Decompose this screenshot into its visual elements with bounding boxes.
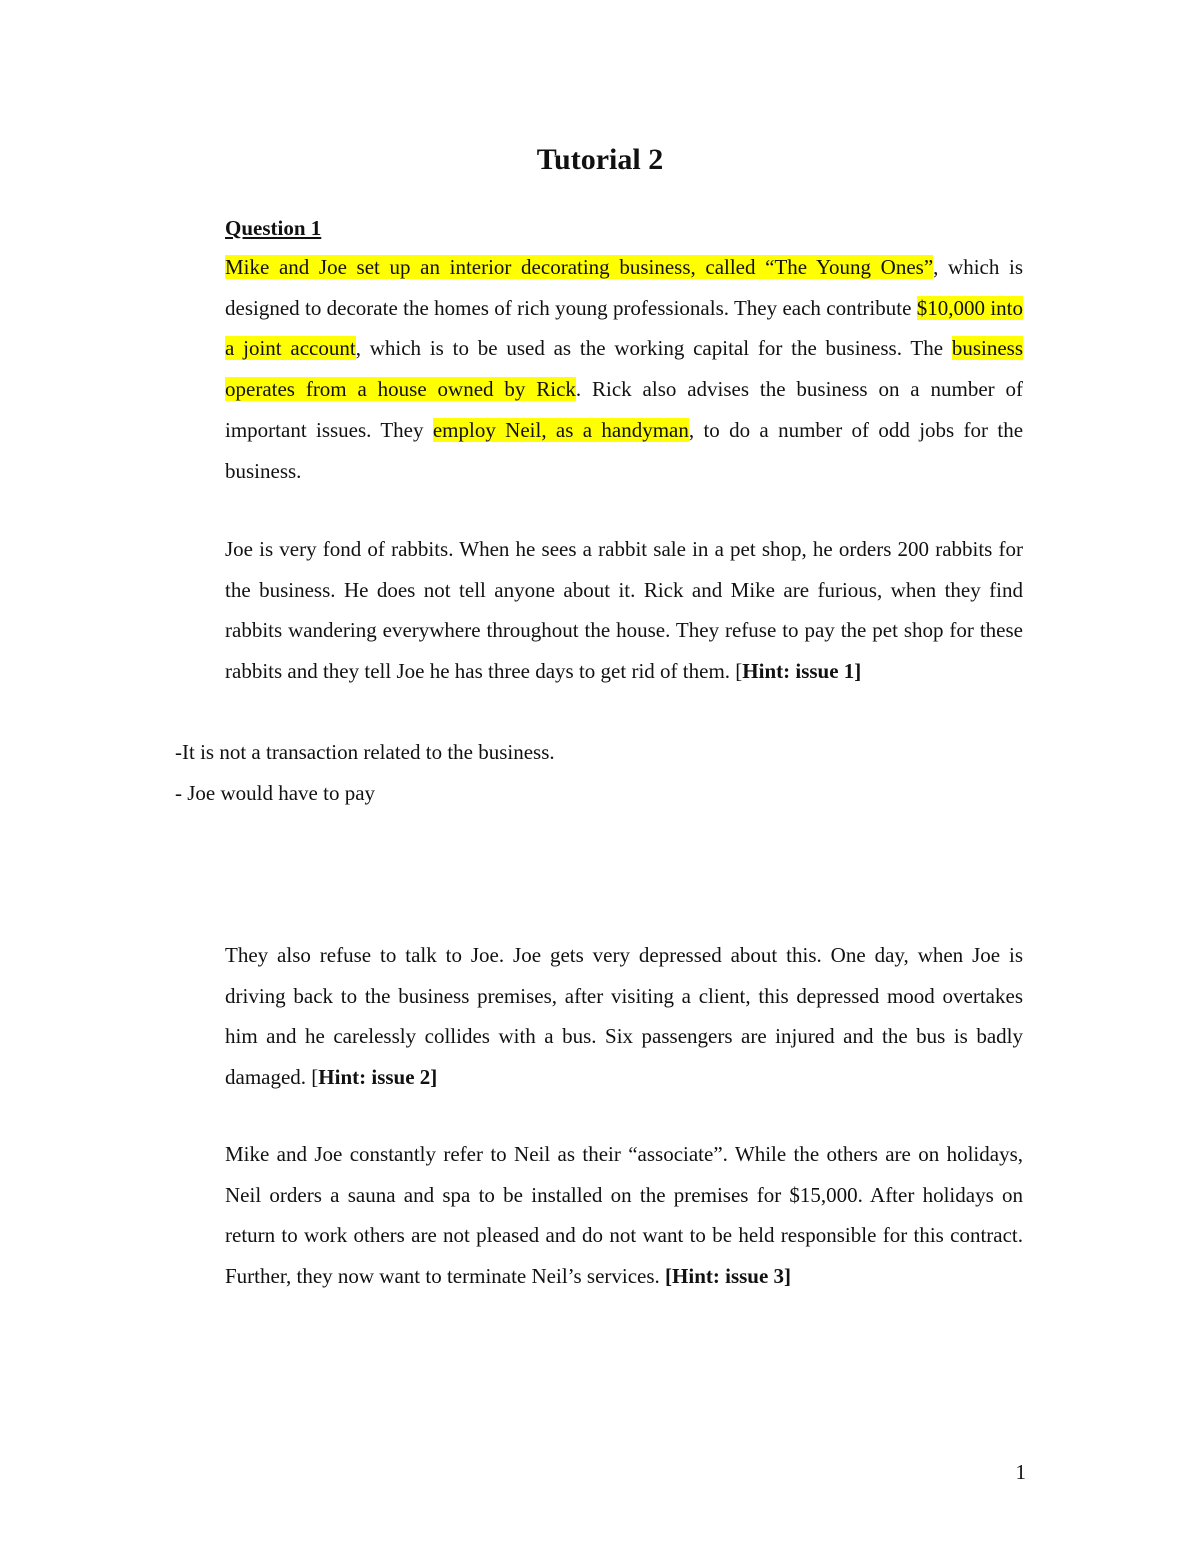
page-title: Tutorial 2 [536, 143, 664, 176]
paragraph-1-text-1: , which is designed to decorate the homes of rich young professionals. They each contribute [225, 255, 1024, 320]
highlight-house-owned: business operates from a house owned by Rick [225, 336, 1023, 402]
highlight-business-name: Mike and Joe set up an interior decorating business, called “The Young Ones” [225, 255, 934, 279]
paragraph-3-text: They also refuse to talk to Joe. Joe gets very depressed about this. One day, when Joe is driving back to the business premises, after visiting a client, this depressed mood overtakes him and he carelessly collides with a bus. Six passengers are injured and the bus is badly damaged. [ [225, 943, 1023, 1090]
question-paragraph-1 [225, 247, 1023, 491]
hint-issue-1: Hint: issue 1] [742, 659, 862, 684]
paragraph-1-text-4: , to do a number of odd jobs for the business. [225, 417, 1024, 483]
paragraph-1-text-2: , which is to be used as the working capital for the business. The [355, 336, 952, 361]
paragraph-2-text: Joe is very fond of rabbits. When he sees a rabbit sale in a pet shop, he orders 200 rabbits for the business. He does not tell anyone about it. Rick and Mike are furious, when they find rabbits wandering everywhere throughout the house. They refuse to pay the pet shop for these rabbits and they tell Joe he has three days to get rid of them. [ [225, 537, 1023, 684]
highlight-employ-neil: employ Neil, as a handyman [432, 417, 689, 442]
hint-issue-3: [Hint: issue 3] [665, 1264, 792, 1289]
hint-issue-2: Hint: issue 2] [318, 1065, 438, 1090]
page-number: 1 [1015, 1460, 1026, 1484]
answer-note-2: - Joe would have to pay [175, 781, 376, 805]
answer-note-1: -It is not a transaction related to the business. [175, 740, 555, 764]
question-paragraph-3 [225, 935, 1023, 1098]
paragraph-1-text-3: . Rick also advises the business on a number of important issues. They [225, 377, 1023, 442]
question-paragraph-4 [225, 1134, 1023, 1297]
question-paragraph-2 [225, 529, 1023, 692]
paragraph-4-text: Mike and Joe constantly refer to Neil as their “associate”. While the others are on holidays, Neil orders a sauna and spa to be installed on the premises for $15,000. After holidays on return to work others are not pleased and do not want to be held responsible for this contract. Further, they now want to terminate Neil’s services. [225, 1142, 1023, 1289]
highlight-joint-account: $10,000 into a joint account [225, 295, 1023, 361]
question-heading: Question 1 [225, 216, 322, 240]
